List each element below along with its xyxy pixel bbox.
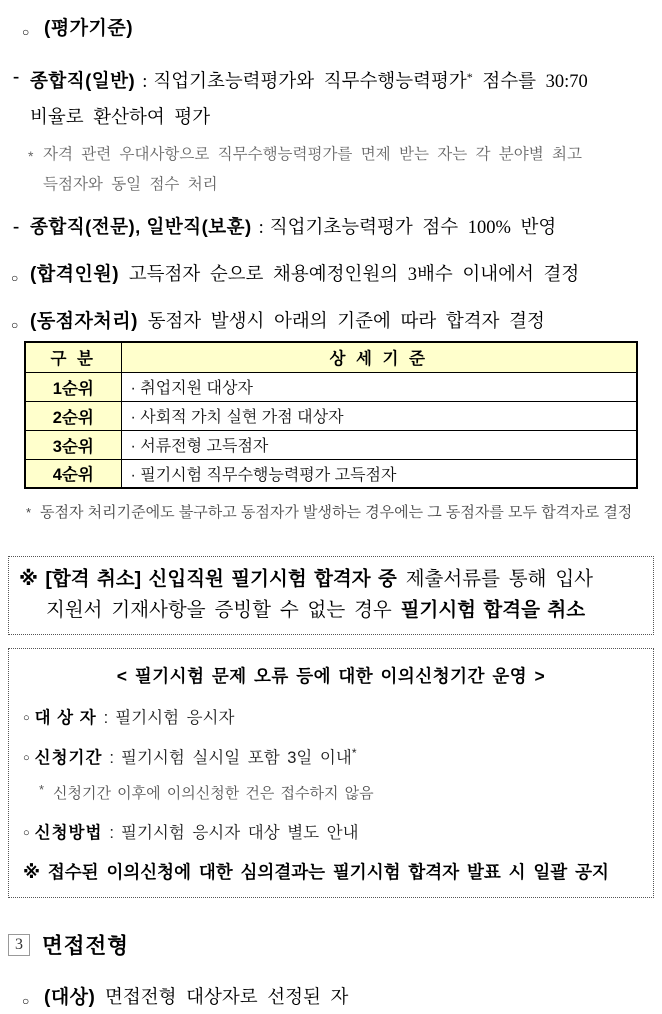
- cancel-notice-line1: [19, 564, 643, 595]
- tie-break-footnote: [0, 502, 662, 523]
- special-track-line: [30, 209, 662, 246]
- tie-break-text: 동점자 발생시 아래의 기준에 따라 합격자 결정: [137, 312, 545, 332]
- objection-method-label: 신청방법: [34, 824, 103, 842]
- tie-break-label: (동점자처리): [30, 311, 138, 332]
- interview-target-text: 면접전형 대상자로 선정된 자: [95, 988, 349, 1008]
- objection-method-line: [23, 819, 639, 843]
- detail-cell: · 사회적 가치 실현 가점 대상자: [121, 401, 637, 430]
- cancel-notice-normal2: 지원서 기재사항을 증빙할 수 없는 경우: [46, 600, 401, 621]
- rank-cell: 3순위: [25, 430, 121, 459]
- pass-count-line: [0, 262, 662, 288]
- general-track-text: 직업기초능력평가와 직무수행능력평가: [153, 72, 467, 92]
- cancel-notice-line2: [46, 595, 643, 626]
- colon-separator: :: [258, 218, 264, 238]
- circle-bullet-icon: ○: [11, 271, 19, 285]
- dash-bullet: -: [13, 217, 20, 237]
- cancel-notice-box: [8, 556, 654, 635]
- objection-target-text: 필기시험 응시자: [115, 709, 235, 727]
- asterisk-superscript: *: [466, 70, 473, 84]
- circle-bullet-icon: ○: [11, 318, 19, 332]
- objection-target-line: [23, 704, 639, 728]
- detail-cell: · 서류전형 고득점자: [121, 430, 637, 459]
- eval-criteria-heading-line: [0, 16, 662, 42]
- dash-bullet: -: [13, 67, 20, 87]
- objection-period-note: [23, 782, 639, 803]
- general-track-label: 종합직(일반): [30, 70, 136, 91]
- general-track-item: [0, 59, 662, 136]
- colon-separator: :: [109, 824, 115, 842]
- table-header-rank: 구 분: [25, 342, 121, 372]
- rank-cell: 4순위: [25, 459, 121, 488]
- general-track-line1: [30, 59, 662, 100]
- objection-period-note-text: 신청기간 이후에 이의신청한 건은 접수하지 않음: [53, 785, 374, 802]
- table-row: [25, 430, 637, 459]
- table-row: [25, 459, 637, 488]
- objection-period-label: 신청기간: [34, 749, 103, 767]
- objection-period-text: 필기시험 실시일 포함 3일 이내: [121, 749, 352, 767]
- table-row: [25, 401, 637, 430]
- interview-target-label: (대상): [44, 987, 96, 1008]
- interview-section-title: 면접전형: [42, 934, 130, 958]
- circle-bullet-icon: ○: [22, 25, 30, 39]
- circle-bullet-icon: ○: [22, 994, 30, 1008]
- table-header-row: [25, 342, 637, 372]
- objection-result-notice: ※ 접수된 이의신청에 대한 심의결과는 필기시험 합격자 발표 시 일괄 공지: [23, 862, 609, 882]
- interview-section-heading: [8, 929, 662, 960]
- table-row: [25, 372, 637, 401]
- detail-cell: · 필기시험 직무수행능력평가 고득점자: [121, 459, 637, 488]
- exemption-footnote-line1: 자격 관련 우대사항으로 직무수행능력평가를 면제 받는 자는 각 분야별 최고: [43, 146, 582, 163]
- general-track-text-tail: 점수를 30:70: [472, 72, 588, 92]
- eval-criteria-heading: (평가기준): [44, 18, 134, 39]
- table-header-detail: 상 세 기 준: [121, 342, 637, 372]
- cancel-notice-bold2: 필기시험 합격을 취소: [400, 599, 586, 621]
- section-number-box: 3: [8, 934, 30, 956]
- special-track-text: 직업기초능력평가 점수 100% 반영: [269, 218, 557, 238]
- cancel-notice-normal1: 제출서류를 통해 입사: [396, 569, 594, 590]
- colon-separator: :: [142, 72, 148, 92]
- objection-box-title: < 필기시험 문제 오류 등에 대한 이의신청기간 운영 >: [116, 666, 546, 686]
- footnote-asterisk: *: [28, 148, 34, 164]
- objection-method-text: 필기시험 응시자 대상 별도 안내: [121, 824, 359, 842]
- objection-period-box: [8, 648, 654, 898]
- colon-separator: :: [103, 709, 109, 727]
- footnote-asterisk: *: [39, 782, 45, 797]
- detail-cell: · 취업지원 대상자: [121, 372, 637, 401]
- cancel-notice-bold1: ※ [합격 취소] 신입직원 필기시험 합격자 중: [19, 568, 397, 590]
- exemption-footnote: [0, 140, 662, 200]
- special-track-item: [0, 209, 662, 246]
- tie-break-footnote-text: 동점자 처리기준에도 불구하고 동점자가 발생하는 경우에는 그 동점자를 모두 합격자로 결정: [40, 504, 633, 521]
- objection-target-label: 대 상 자: [34, 709, 97, 727]
- circle-bullet-icon: ○: [23, 752, 30, 764]
- footnote-asterisk: *: [26, 505, 32, 520]
- pass-count-label: (합격인원): [30, 264, 120, 285]
- circle-bullet-icon: ○: [23, 712, 30, 724]
- interview-target-line: [0, 985, 662, 1011]
- asterisk-superscript: *: [351, 746, 357, 760]
- circle-bullet-icon: ○: [23, 827, 30, 839]
- tie-break-line: [0, 309, 662, 335]
- general-track-line2: 비율로 환산하여 평가: [30, 108, 211, 128]
- rank-cell: 1순위: [25, 372, 121, 401]
- rank-cell: 2순위: [25, 401, 121, 430]
- objection-period-line: [23, 744, 639, 768]
- tie-break-table: [24, 341, 638, 489]
- special-track-label: 종합직(전문), 일반직(보훈): [30, 216, 252, 237]
- colon-separator: :: [109, 749, 115, 767]
- pass-count-text: 고득점자 순으로 채용예정인원의 3배수 이내에서 결정: [119, 265, 580, 285]
- exemption-footnote-line2: 득점자와 동일 점수 처리: [43, 176, 218, 193]
